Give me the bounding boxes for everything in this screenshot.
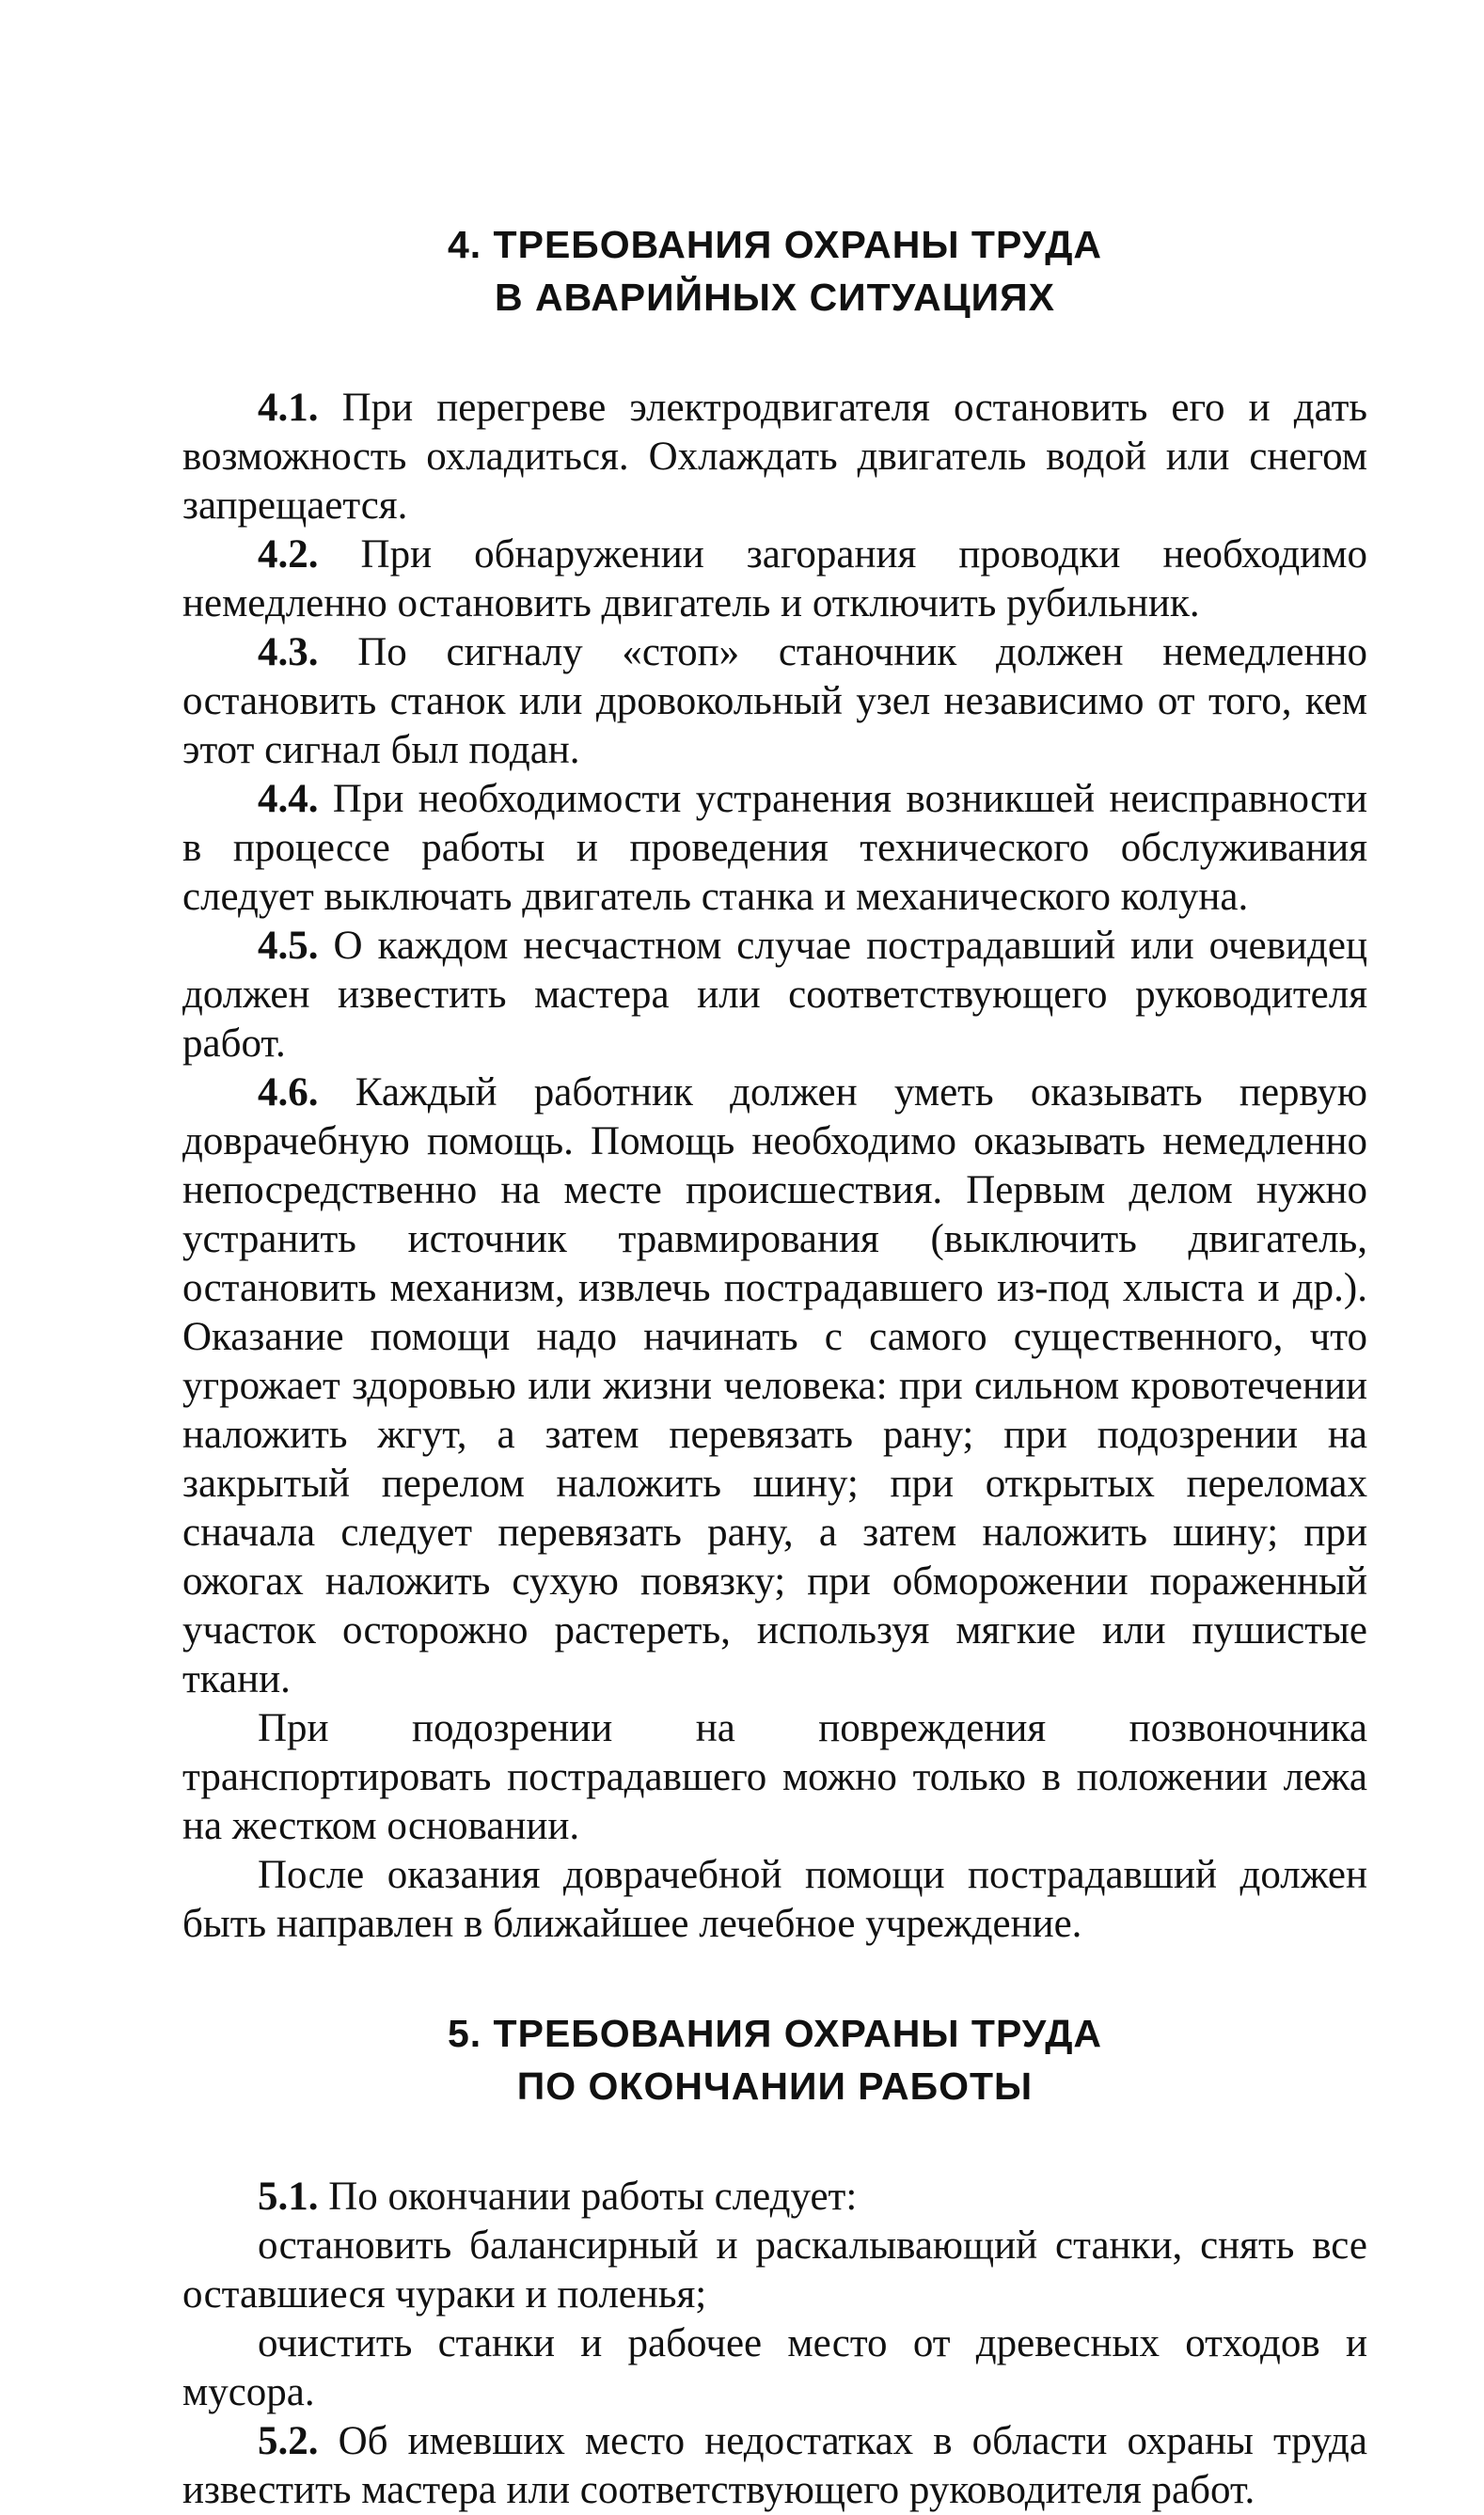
paragraph-5-1 bbox=[182, 2173, 1367, 2222]
paragraph-4-6 bbox=[182, 1068, 1367, 1704]
paragraph-stop-machines bbox=[182, 2222, 1367, 2319]
paragraph-number: 4.5. bbox=[258, 924, 319, 968]
section-4-heading-line-1: 4. ТРЕБОВАНИЯ ОХРАНЫ ТРУДА bbox=[447, 223, 1103, 266]
paragraph-text: По сигналу «стоп» станочник должен немедленно остановить станок или дровокольный узел независимо от того, кем этот сигнал был подан. bbox=[182, 630, 1368, 772]
paragraph-4-4 bbox=[182, 775, 1367, 922]
paragraph-number: 4.2. bbox=[258, 532, 319, 577]
paragraph-4-5 bbox=[182, 922, 1367, 1068]
paragraph-text: остановить балансирный и раскалывающий станки, снять все оставшиеся чураки и поленья; bbox=[182, 2223, 1367, 2317]
paragraph-clean-workplace bbox=[182, 2319, 1367, 2417]
paragraph-5-2 bbox=[182, 2417, 1367, 2515]
paragraph-number: 5.1. bbox=[258, 2175, 319, 2219]
paragraph-text: очистить станки и рабочее место от древесных отходов и мусора. bbox=[182, 2321, 1367, 2414]
section-4-heading-line-2: В АВАРИЙНЫХ СИТУАЦИЯХ bbox=[495, 276, 1055, 319]
paragraph-number: 5.2. bbox=[258, 2419, 319, 2463]
paragraph-text: При необходимости устранения возникшей неисправности в процессе работы и проведения технического обслуживания следует выключать двигатель станка и механического колуна. bbox=[182, 777, 1368, 919]
paragraph-text: При обнаружении загорания проводки необходимо немедленно остановить двигатель и отключить рубильник. bbox=[182, 532, 1368, 625]
paragraph-text: О каждом несчастном случае пострадавший или очевидец должен известить мастера или соответствующего руководителя работ. bbox=[182, 924, 1367, 1066]
section-5-heading-line-2: ПО ОКОНЧАНИИ РАБОТЫ bbox=[516, 2064, 1034, 2108]
paragraph-text: При перегреве электродвигателя остановить его и дать возможность охладиться. Охлаждать двигатель водой или снегом запрещается. bbox=[182, 386, 1367, 528]
section-4-heading bbox=[182, 218, 1367, 324]
document-page bbox=[182, 218, 1367, 2515]
paragraph-number: 4.6. bbox=[258, 1070, 319, 1115]
paragraph-text: При подозрении на повреждения позвоночника транспортировать пострадавшего можно только в положении лежа на жестком основании. bbox=[182, 1706, 1367, 1848]
paragraph-text: Об имевших место недостатках в области охраны труда известить мастера или соответствующего руководителя работ. bbox=[182, 2419, 1367, 2512]
paragraph-number: 4.4. bbox=[258, 777, 319, 821]
paragraph-4-2 bbox=[182, 530, 1367, 628]
paragraph-number: 4.1. bbox=[258, 386, 319, 430]
paragraph-4-1 bbox=[182, 384, 1367, 530]
paragraph-text: По окончании работы следует: bbox=[328, 2175, 858, 2219]
paragraph-spine-injury bbox=[182, 1704, 1367, 1851]
section-5-heading-line-1: 5. ТРЕБОВАНИЯ ОХРАНЫ ТРУДА bbox=[447, 2012, 1103, 2055]
paragraph-text: Каждый работник должен уметь оказывать первую доврачебную помощь. Помощь необходимо оказывать немедленно непосредственно на месте происшествия. Первым делом нужно устранить источник травмирования (выключить двигатель, остановить механизм, извлечь пострадавшего из-под хлыста и др.). Оказание помощи надо начинать с самого существенного, что угрожает здоровью или жизни человека: при сильном кровотечении наложить жгут, а затем перевязать рану; при подозрении на закрытый перелом наложить шину; при открытых переломах сначала следует перевязать рану, а затем наложить шину; при ожогах наложить сухую повязку; при обморожении пораженный участок осторожно растереть, используя мягкие или пушистые ткани. bbox=[182, 1070, 1367, 1701]
paragraph-number: 4.3. bbox=[258, 630, 319, 674]
section-5-heading bbox=[182, 2007, 1367, 2112]
paragraph-after-first-aid bbox=[182, 1851, 1367, 1949]
paragraph-4-3 bbox=[182, 628, 1367, 775]
paragraph-text: После оказания доврачебной помощи пострадавший должен быть направлен в ближайшее лечебное учреждение. bbox=[182, 1853, 1367, 1946]
